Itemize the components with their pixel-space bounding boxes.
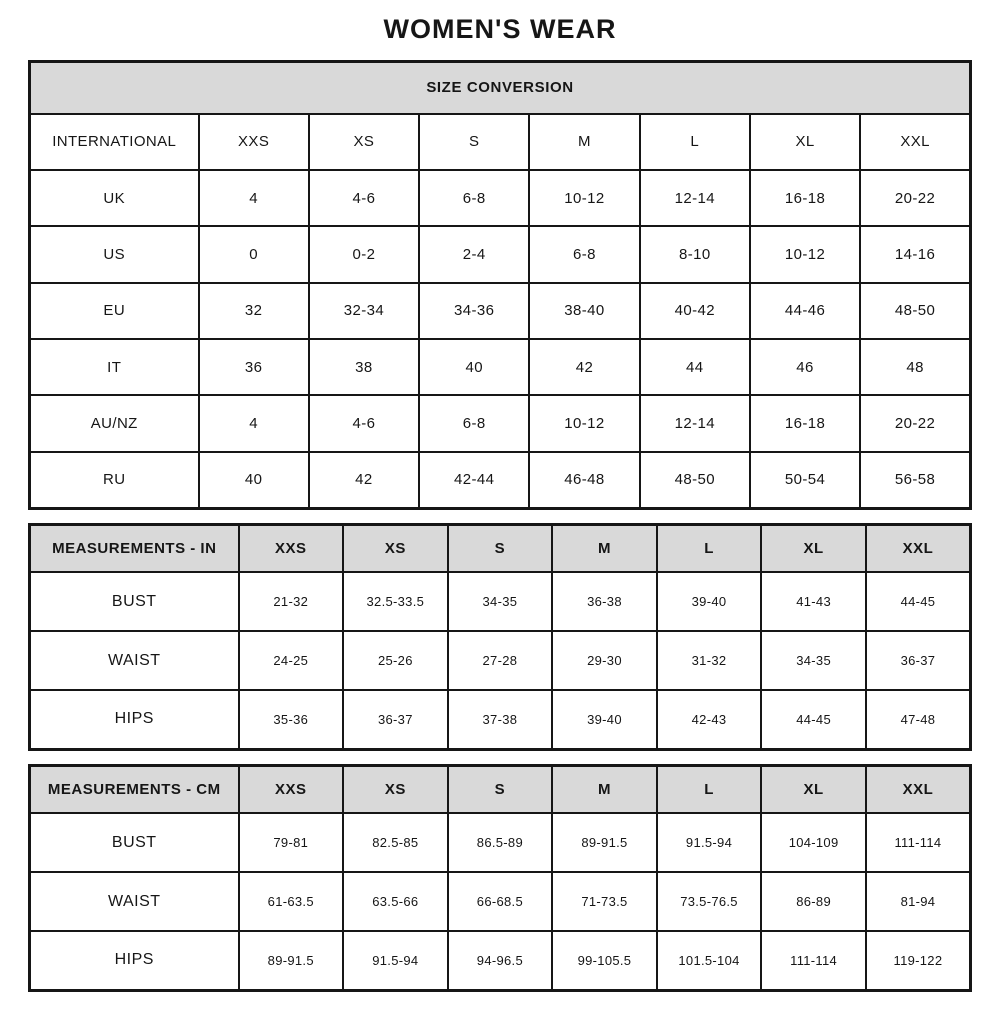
table-cell: 89-91.5 (552, 813, 657, 872)
table-row (30, 765, 971, 813)
section-title: MEASUREMENTS - CM (30, 765, 239, 813)
table-cell: 6-8 (419, 395, 529, 451)
column-header: XXL (866, 524, 971, 572)
table-cell: 2-4 (419, 226, 529, 282)
table-cell: 21-32 (239, 572, 344, 631)
measurements-cm-head (30, 765, 971, 813)
column-header: M (529, 114, 639, 170)
table-cell: 91.5-94 (657, 813, 762, 872)
column-header: M (552, 524, 657, 572)
table-cell: 10-12 (529, 170, 639, 226)
table-cell: 50-54 (750, 452, 860, 508)
measurements-in-body (30, 572, 971, 749)
table-row (30, 690, 971, 749)
column-header: M (552, 765, 657, 813)
table-cell: 48-50 (860, 283, 970, 339)
column-header: XXS (199, 114, 309, 170)
table-cell: 4 (199, 170, 309, 226)
table-cell: 31-32 (657, 631, 762, 690)
table-cell: 32.5-33.5 (343, 572, 448, 631)
table-cell: 104-109 (761, 813, 866, 872)
table-cell: 38 (309, 339, 419, 395)
table-row (30, 872, 971, 931)
row-label: UK (30, 170, 199, 226)
table-row (30, 339, 971, 395)
table-cell: 42 (529, 339, 639, 395)
table-cell: 12-14 (640, 395, 750, 451)
table-cell: 10-12 (529, 395, 639, 451)
table-row (30, 395, 971, 451)
row-label: RU (30, 452, 199, 508)
table-cell: 48-50 (640, 452, 750, 508)
table-cell: 4-6 (309, 395, 419, 451)
table-cell: 36-38 (552, 572, 657, 631)
table-cell: 32 (199, 283, 309, 339)
table-row (30, 226, 971, 282)
column-header: L (657, 524, 762, 572)
table-cell: 40-42 (640, 283, 750, 339)
table-cell: 48 (860, 339, 970, 395)
table-row (30, 524, 971, 572)
row-label: US (30, 226, 199, 282)
table-cell: 111-114 (866, 813, 971, 872)
table-row (30, 170, 971, 226)
table-cell: 10-12 (750, 226, 860, 282)
column-header: S (419, 114, 529, 170)
table-cell: 61-63.5 (239, 872, 344, 931)
table-cell: 34-36 (419, 283, 529, 339)
table-cell: 4 (199, 395, 309, 451)
table-cell: 41-43 (761, 572, 866, 631)
table-cell: 29-30 (552, 631, 657, 690)
table-cell: 27-28 (448, 631, 553, 690)
table-cell: 36-37 (343, 690, 448, 749)
table-cell: 37-38 (448, 690, 553, 749)
table-cell: 101.5-104 (657, 931, 762, 990)
table-cell: 35-36 (239, 690, 344, 749)
table-cell: 42 (309, 452, 419, 508)
table-cell: 82.5-85 (343, 813, 448, 872)
table-cell: 16-18 (750, 395, 860, 451)
table-row (30, 631, 971, 690)
page-title: WOMEN'S WEAR (383, 14, 617, 44)
row-label: HIPS (30, 931, 239, 990)
column-header: XS (343, 524, 448, 572)
column-header: XL (761, 524, 866, 572)
table-cell: 42-44 (419, 452, 529, 508)
table-cell: 99-105.5 (552, 931, 657, 990)
table-row (30, 452, 971, 508)
column-header: S (448, 765, 553, 813)
measurements-in-table (28, 523, 972, 751)
table-cell: 63.5-66 (343, 872, 448, 931)
table-cell: 42-43 (657, 690, 762, 749)
table-row (30, 931, 971, 990)
table-cell: 36-37 (866, 631, 971, 690)
table-cell: 6-8 (529, 226, 639, 282)
measurements-in-head (30, 524, 971, 572)
table-cell: 36 (199, 339, 309, 395)
column-header: INTERNATIONAL (30, 114, 199, 170)
column-header: XS (309, 114, 419, 170)
table-cell: 89-91.5 (239, 931, 344, 990)
table-cell: 46 (750, 339, 860, 395)
table-cell: 39-40 (552, 690, 657, 749)
table-row (30, 813, 971, 872)
table-cell: 81-94 (866, 872, 971, 931)
table-cell: 38-40 (529, 283, 639, 339)
column-header: XXL (866, 765, 971, 813)
table-cell: 91.5-94 (343, 931, 448, 990)
row-label: BUST (30, 572, 239, 631)
row-label: WAIST (30, 872, 239, 931)
table-cell: 24-25 (239, 631, 344, 690)
table-cell: 44 (640, 339, 750, 395)
measurements-cm-table (28, 764, 972, 992)
table-cell: 86.5-89 (448, 813, 553, 872)
table-cell: 20-22 (860, 170, 970, 226)
table-cell: 32-34 (309, 283, 419, 339)
row-label: WAIST (30, 631, 239, 690)
table-cell: 16-18 (750, 170, 860, 226)
row-label: EU (30, 283, 199, 339)
column-header: XS (343, 765, 448, 813)
size-conversion-title: SIZE CONVERSION (30, 62, 971, 114)
table-cell: 79-81 (239, 813, 344, 872)
table-cell: 0-2 (309, 226, 419, 282)
section-title: MEASUREMENTS - IN (30, 524, 239, 572)
table-cell: 6-8 (419, 170, 529, 226)
table-row (30, 572, 971, 631)
table-cell: 40 (419, 339, 529, 395)
column-header: XXL (860, 114, 970, 170)
column-header: S (448, 524, 553, 572)
table-row (30, 283, 971, 339)
table-cell: 119-122 (866, 931, 971, 990)
table-cell: 94-96.5 (448, 931, 553, 990)
row-label: IT (30, 339, 199, 395)
table-cell: 14-16 (860, 226, 970, 282)
table-cell: 111-114 (761, 931, 866, 990)
table-cell: 66-68.5 (448, 872, 553, 931)
column-header: XXS (239, 524, 344, 572)
table-cell: 39-40 (657, 572, 762, 631)
table-cell: 44-46 (750, 283, 860, 339)
table-cell: 20-22 (860, 395, 970, 451)
size-conversion-body (30, 114, 971, 509)
size-conversion-table (28, 60, 972, 510)
measurements-cm-body (30, 813, 971, 990)
size-conversion-header-row (30, 62, 971, 114)
row-label: BUST (30, 813, 239, 872)
table-cell: 56-58 (860, 452, 970, 508)
table-cell: 34-35 (448, 572, 553, 631)
table-cell: 46-48 (529, 452, 639, 508)
table-cell: 4-6 (309, 170, 419, 226)
table-cell: 44-45 (866, 572, 971, 631)
column-header: XXS (239, 765, 344, 813)
table-cell: 47-48 (866, 690, 971, 749)
table-cell: 73.5-76.5 (657, 872, 762, 931)
column-header: XL (750, 114, 860, 170)
column-header: L (657, 765, 762, 813)
table-cell: 71-73.5 (552, 872, 657, 931)
table-cell: 34-35 (761, 631, 866, 690)
column-header: L (640, 114, 750, 170)
table-cell: 25-26 (343, 631, 448, 690)
table-cell: 8-10 (640, 226, 750, 282)
table-cell: 86-89 (761, 872, 866, 931)
table-cell: 44-45 (761, 690, 866, 749)
row-label: AU/NZ (30, 395, 199, 451)
table-cell: 12-14 (640, 170, 750, 226)
table-cell: 0 (199, 226, 309, 282)
table-cell: 40 (199, 452, 309, 508)
row-label: HIPS (30, 690, 239, 749)
column-header: XL (761, 765, 866, 813)
table-row (30, 114, 971, 170)
